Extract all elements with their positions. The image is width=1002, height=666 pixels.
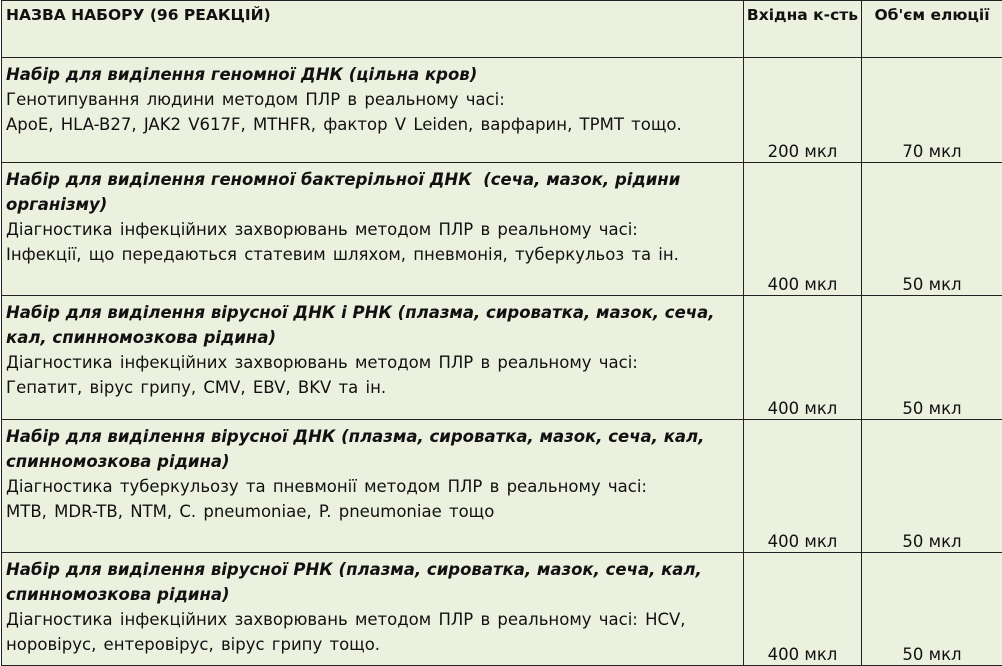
kit-application: Діагностика інфекційних захворювань методом ПЛР в реальному часі: xyxy=(6,217,739,242)
kit-description xyxy=(2,553,744,666)
kit-description xyxy=(2,163,744,296)
kit-title: Набір для виділення геномної бактерільної ДНК (сеча, мазок, рідини організму) xyxy=(6,167,739,217)
kit-title: Набір для виділення вірусної РНК (плазма, сироватка, мазок, сеча, кал, спинномозкова рідина) xyxy=(6,557,739,607)
input-volume: 400 мкл xyxy=(744,420,862,553)
kit-title: Набір для виділення геномної ДНК (цільна кров) xyxy=(6,62,739,87)
kit-application: Генотипування людини методом ПЛР в реальному часі: xyxy=(6,87,739,112)
kit-title: Набір для виділення вірусної ДНК і РНК (плазма, сироватка, мазок, сеча, кал, спинномозкова рідина) xyxy=(6,300,739,350)
input-volume: 400 мкл xyxy=(744,296,862,420)
header-name: НАЗВА НАБОРУ (96 РЕАКЦІЙ) xyxy=(2,1,744,58)
kit-targets: Гепатит, вірус грипу, CMV, EBV, BKV та ін. xyxy=(6,375,739,400)
input-volume: 400 мкл xyxy=(744,163,862,296)
header-row xyxy=(2,1,1002,58)
kits-table xyxy=(1,0,1002,666)
elution-volume: 50 мкл xyxy=(862,553,1002,666)
elution-volume: 50 мкл xyxy=(862,163,1002,296)
elution-volume: 50 мкл xyxy=(862,420,1002,553)
table-row xyxy=(2,163,1002,296)
kit-application: Діагностика інфекційних захворювань методом ПЛР в реальному часі: HCV, норовірус, ентеровірус, вірус грипу тощо. xyxy=(6,607,739,657)
table-row xyxy=(2,296,1002,420)
kit-description xyxy=(2,296,744,420)
table-row xyxy=(2,420,1002,553)
kit-targets: Інфекції, що передаються статевим шляхом, пневмонія, туберкульоз та ін. xyxy=(6,242,739,267)
elution-volume: 70 мкл xyxy=(862,58,1002,163)
table-row xyxy=(2,58,1002,163)
input-volume: 400 мкл xyxy=(744,553,862,666)
kit-application: Діагностика туберкульозу та пневмонії методом ПЛР в реальному часі: xyxy=(6,474,739,499)
table-row xyxy=(2,553,1002,666)
input-volume: 200 мкл xyxy=(744,58,862,163)
kit-targets: MTB, MDR-TB, NTM, C. pneumoniae, P. pneumoniae тощо xyxy=(6,499,739,524)
kit-application: Діагностика інфекційних захворювань методом ПЛР в реальному часі: xyxy=(6,350,739,375)
header-input-volume: Вхідна к-сть xyxy=(744,1,862,58)
kit-description xyxy=(2,58,744,163)
kit-title: Набір для виділення вірусної ДНК (плазма, сироватка, мазок, сеча, кал, спинномозкова рідина) xyxy=(6,424,739,474)
elution-volume: 50 мкл xyxy=(862,296,1002,420)
kit-targets: ApoE, HLA-B27, JAK2 V617F, MTHFR, фактор V Leiden, варфарин, TPMT тощо. xyxy=(6,112,739,137)
header-elution-volume: Об'єм елюції xyxy=(862,1,1002,58)
kit-description xyxy=(2,420,744,553)
